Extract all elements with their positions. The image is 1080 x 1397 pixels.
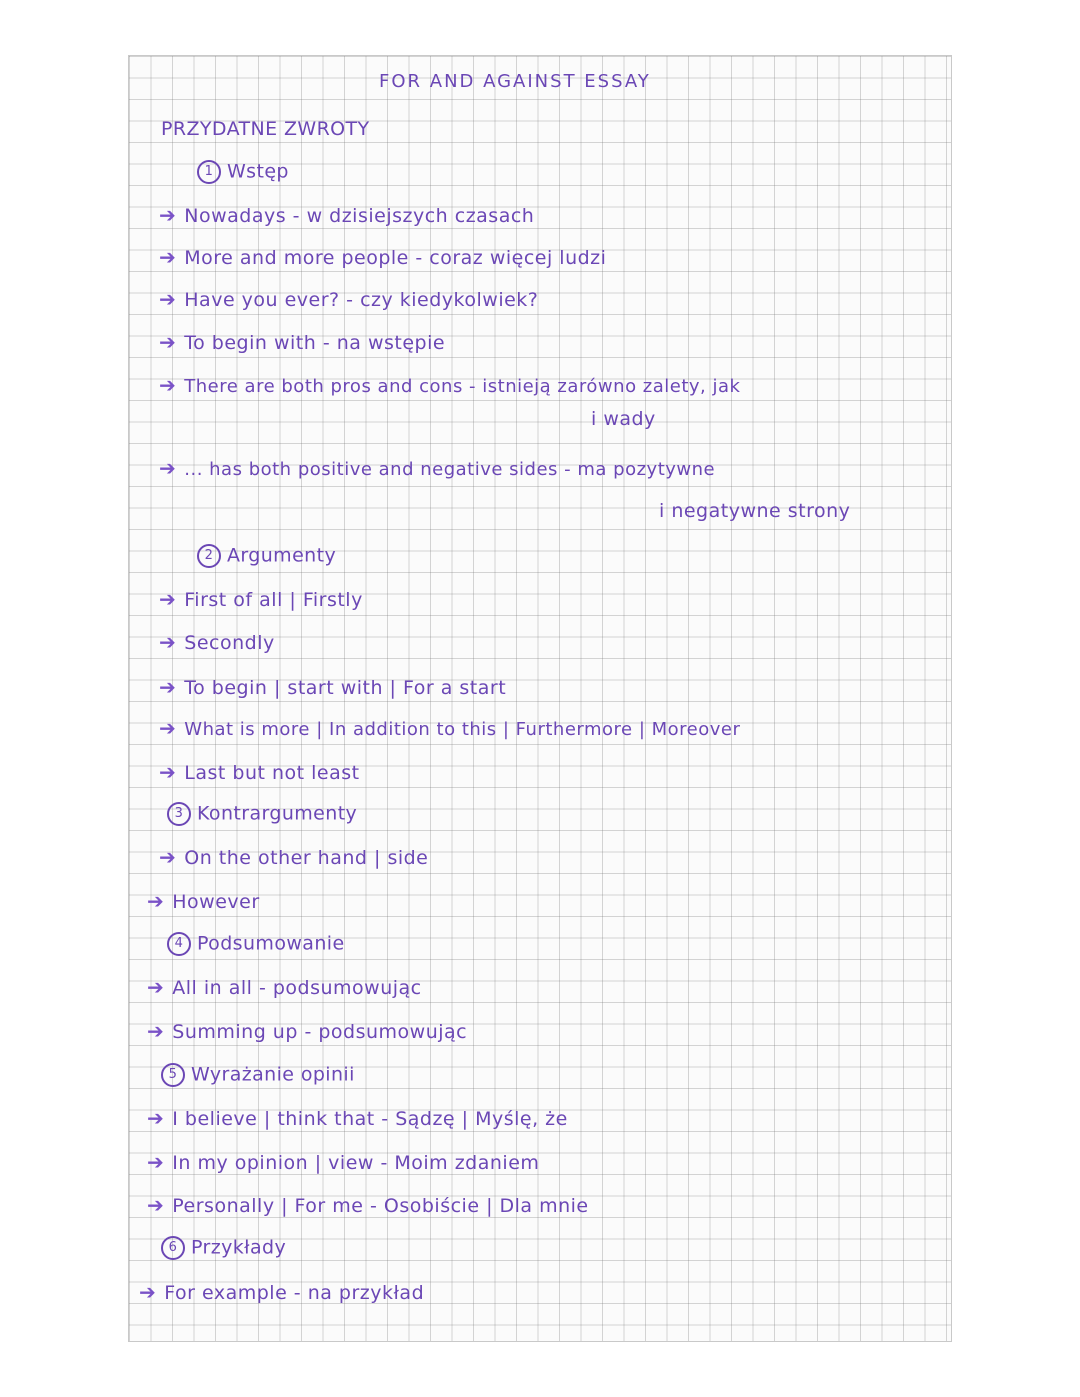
phrase-line [159,456,715,480]
arrow-right-icon: ➔ [159,456,177,480]
phrase-text: Last but not least [184,762,360,784]
phrase-line [159,203,534,227]
section-number-badge: 1 [197,160,221,184]
phrase-line [159,587,363,611]
phrase-text: More and more people - coraz więcej ludzi [184,247,607,269]
phrase-line [147,975,422,999]
phrase-text: Summing up - podsumowując [172,1021,468,1043]
phrase-text: ... has both positive and negative sides - ma pozytywne [184,459,716,480]
phrase-line [159,330,445,354]
arrow-right-icon: ➔ [159,587,177,611]
phrase-line [139,1280,424,1304]
arrow-right-icon: ➔ [147,1193,165,1217]
phrase-text: For example - na przykład [164,1282,425,1304]
section-number-badge: 5 [161,1063,185,1087]
section-label: Wstęp [227,160,289,183]
phrase-continuation: i negatywne strony [659,500,851,522]
section-counterarguments [167,802,357,826]
section-number-badge: 6 [161,1236,185,1260]
section-arguments [197,544,336,568]
arrow-right-icon: ➔ [159,245,177,269]
phrase-line [159,287,538,311]
arrow-right-icon: ➔ [159,845,177,869]
phrase-line [147,1150,539,1174]
phrase-line [159,373,740,397]
phrase-line [159,716,740,740]
arrow-right-icon: ➔ [159,203,177,227]
phrase-text: Have you ever? - czy kiedykolwiek? [184,289,539,311]
section-label: Argumenty [227,544,337,567]
phrase-text: In my opinion | view - Moim zdaniem [172,1152,540,1174]
phrase-line [147,1193,589,1217]
section-introduction [197,160,289,184]
phrase-text: To begin with - na wstępie [184,332,446,354]
section-number-badge: 2 [197,544,221,568]
phrase-text: First of all | Firstly [184,589,363,611]
arrow-right-icon: ➔ [147,889,165,913]
phrase-text: Secondly [184,632,275,654]
phrase-line [147,889,260,913]
arrow-right-icon: ➔ [159,716,177,740]
phrase-line [159,675,506,699]
phrase-continuation: i wady [591,408,656,430]
section-number-badge: 4 [167,932,191,956]
phrase-line [159,245,606,269]
section-number-badge: 3 [167,802,191,826]
section-opinion [161,1063,355,1087]
section-label: Podsumowanie [197,932,345,955]
arrow-right-icon: ➔ [159,287,177,311]
phrase-text: On the other hand | side [184,847,429,869]
phrase-text: All in all - podsumowując [172,977,422,999]
useful-phrases-heading: PRZYDATNE ZWROTY [161,118,370,140]
arrow-right-icon: ➔ [159,373,177,397]
section-examples [161,1236,286,1260]
section-label: Przykłady [191,1236,287,1259]
page-title: FOR AND AGAINST ESSAY [379,71,651,92]
arrow-right-icon: ➔ [147,1019,165,1043]
phrase-line [147,1106,568,1130]
section-label: Kontrargumenty [197,802,358,825]
phrase-text: To begin | start with | For a start [184,677,507,699]
phrase-text: There are both pros and cons - istnieją zarówno zalety, jak [184,376,741,397]
phrase-line [159,845,428,869]
arrow-right-icon: ➔ [159,760,177,784]
arrow-right-icon: ➔ [159,630,177,654]
section-summary [167,932,345,956]
section-label: Wyrażanie opinii [191,1063,355,1086]
arrow-right-icon: ➔ [139,1280,157,1304]
phrase-line [147,1019,467,1043]
phrase-text: However [172,891,260,913]
arrow-right-icon: ➔ [147,1150,165,1174]
phrase-text: I believe | think that - Sądzę | Myślę, że [172,1108,568,1130]
arrow-right-icon: ➔ [159,675,177,699]
phrase-line [159,630,275,654]
phrase-text: Nowadays - w dzisiejszych czasach [184,205,535,227]
arrow-right-icon: ➔ [147,1106,165,1130]
phrase-line [159,760,360,784]
phrase-text: What is more | In addition to this | Furthermore | Moreover [184,719,741,740]
graph-paper-sheet [128,55,952,1342]
phrase-text: Personally | For me - Osobiście | Dla mnie [172,1195,589,1217]
arrow-right-icon: ➔ [147,975,165,999]
arrow-right-icon: ➔ [159,330,177,354]
